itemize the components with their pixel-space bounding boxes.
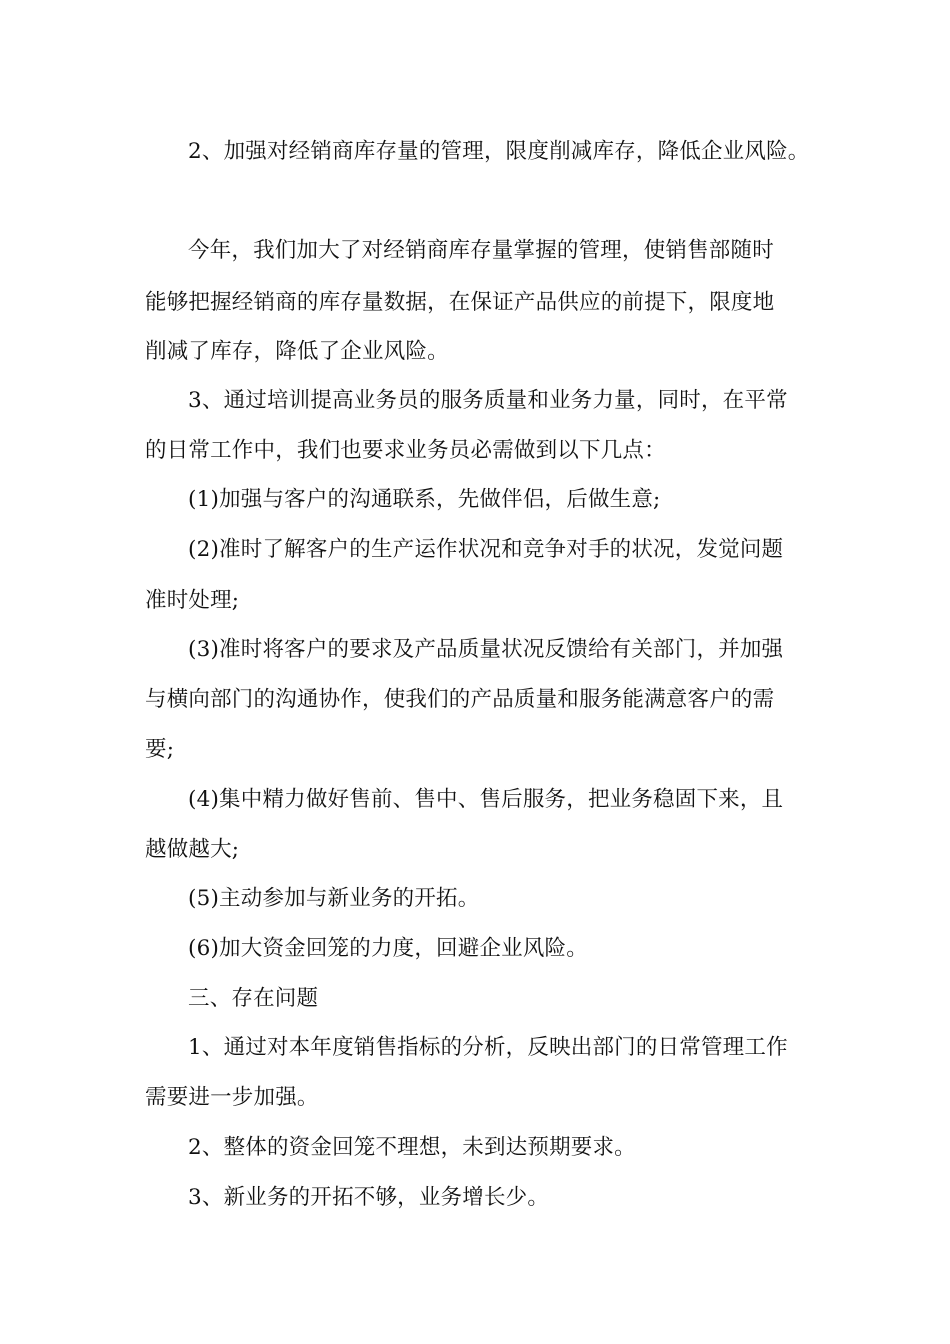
text-line-10: (3)准时将客户的要求及产品质量状况反馈给有关部门，并加强: [188, 637, 784, 662]
text-line-11: 与横向部门的沟通协作，使我们的产品质量和服务能满意客户的需: [145, 687, 775, 712]
text-line-18: 1、通过对本年度销售指标的分析，反映出部门的日常管理工作: [188, 1035, 788, 1060]
text-line-20: 2、整体的资金回笼不理想，未到达预期要求。: [188, 1135, 636, 1160]
text-line-2: 今年，我们加大了对经销商库存量掌握的管理，使销售部随时: [188, 238, 774, 263]
text-line-6: 的日常工作中，我们也要求业务员必需做到以下几点：: [145, 438, 666, 463]
text-line-8: (2)准时了解客户的生产运作状况和竞争对手的状况，发觉问题: [188, 537, 784, 562]
text-line-3: 能够把握经销商的库存量数据，在保证产品供应的前提下，限度地: [145, 290, 775, 315]
text-line-5: 3、通过培训提高业务员的服务质量和业务力量，同时，在平常: [188, 388, 788, 413]
text-line-4: 削减了库存，降低了企业风险。: [145, 339, 449, 364]
text-line-15: (5)主动参加与新业务的开拓。: [188, 886, 480, 911]
text-line-21: 3、新业务的开拓不够，业务增长少。: [188, 1185, 550, 1210]
text-line-9: 准时处理;: [145, 588, 240, 613]
text-line-19: 需要进一步加强。: [145, 1085, 319, 1110]
text-line-1: 2、加强对经销商库存量的管理，限度削减库存，降低企业风险。: [188, 139, 810, 164]
text-line-7: (1)加强与客户的沟通联系，先做伴侣，后做生意;: [188, 487, 661, 512]
text-line-16: (6)加大资金回笼的力度，回避企业风险。: [188, 936, 588, 961]
text-line-14: 越做越大;: [145, 837, 240, 862]
section-heading-problems: 三、存在问题: [188, 986, 319, 1011]
text-line-13: (4)集中精力做好售前、售中、售后服务，把业务稳固下来，且: [188, 787, 784, 812]
text-line-12: 要;: [145, 737, 175, 762]
